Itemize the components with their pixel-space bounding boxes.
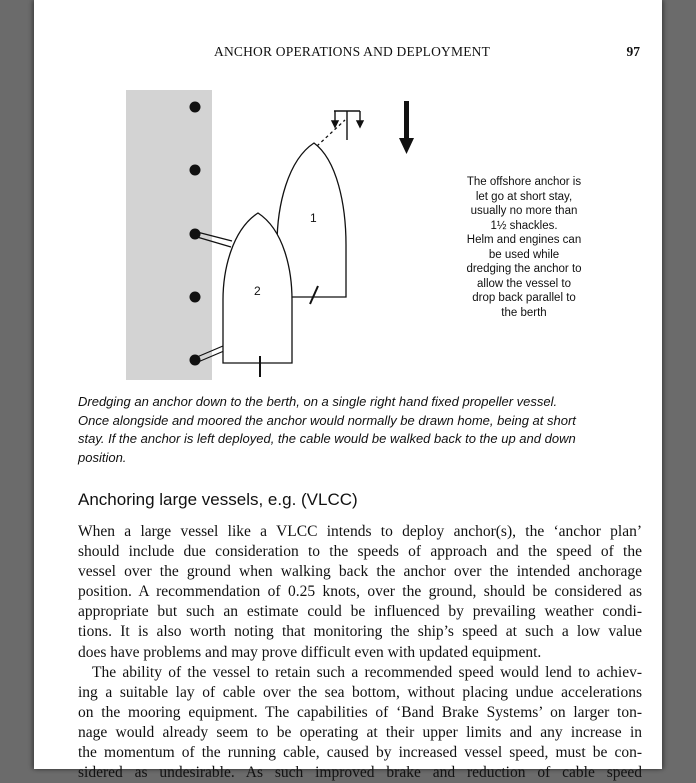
figure-note-line: 1½ shackles. <box>490 219 558 232</box>
vessel-2-label: 2 <box>254 284 261 298</box>
figure-note-line: dredging the anchor to <box>466 263 582 275</box>
figure-note-line: drop back parallel to <box>472 292 576 304</box>
caption-line: position. <box>78 449 127 465</box>
text-line: When a large vessel like a VLCC intends to deploy anchor(s), the ‘anchor plan’ <box>78 523 642 540</box>
text-line: the momentum of the running cable, caused by increased vessel speed, must be con- <box>78 744 642 762</box>
text-line: sidered as undesirable. As such improved brake and reduction of cable speed <box>78 764 642 782</box>
figure-note-line: let go at short stay, <box>475 190 573 203</box>
paragraph-2 <box>78 663 642 783</box>
section-heading: Anchoring large vessels, e.g. (VLCC) <box>78 490 358 509</box>
text-line: position. A recommendation of 0.25 knots, over the ground, should be considered as <box>78 583 642 601</box>
anchor-cable <box>317 120 345 146</box>
figure-note-line: allow the vessel to <box>477 277 571 290</box>
book-page <box>34 0 662 782</box>
figure-note-line: the berth <box>501 306 547 319</box>
figure-note <box>454 175 594 320</box>
figure-note-line: Helm and engines can <box>466 234 582 246</box>
bollard-2 <box>190 165 201 176</box>
caption-line: stay. If the anchor is left deployed, the cable would be walked back to the up and down <box>78 431 576 446</box>
bollard-4 <box>190 292 201 303</box>
running-head: ANCHOR OPERATIONS AND DEPLOYMENT <box>214 44 491 59</box>
figure-note-line: be used while <box>488 248 560 261</box>
text-line: The ability of the vessel to retain such a recommended speed would lend to achiev- <box>92 663 642 681</box>
anchor-dredging-figure <box>34 0 662 390</box>
text-line: should include due consideration to the speeds of approach and the speed of the <box>78 543 642 561</box>
text-line: on the mooring equipment. The capabilities of ‘Band Brake Systems’ on larger ton- <box>78 703 642 721</box>
caption-line: Once alongside and moored the anchor would normally be drawn home, being at short <box>78 412 576 428</box>
figure-note-line: The offshore anchor is <box>466 176 582 188</box>
text-line: nage would already seem to be operating at their upper limits and any increase in <box>78 723 642 741</box>
current-arrow-icon <box>399 101 414 154</box>
text-line: ing a suitable lay of cable over the sea bottom, without placing undue accelerations <box>78 683 642 701</box>
caption-line: Dredging an anchor down to the berth, on a single right hand fixed propeller vessel. <box>78 394 558 409</box>
text-line: tions. It is also worth noting that monitoring the ship’s speed at such a low value <box>78 623 642 641</box>
anchor-icon <box>332 111 363 140</box>
text-line: appropriate but such an estimate could be influenced by prevailing weather condi- <box>78 603 642 621</box>
vessel-1-label: 1 <box>310 211 317 225</box>
page-number: 97 <box>626 44 640 59</box>
body-text <box>78 522 642 783</box>
text-line: does have problems and may prove difficult even with updated equipment. <box>78 643 542 661</box>
figure-note-line: usually no more than <box>470 205 578 217</box>
paragraph-1 <box>78 522 642 663</box>
bollard-1 <box>190 102 201 113</box>
text-line: vessel over the ground when walking back the anchor over the intended anchorage <box>78 563 642 581</box>
figure-caption <box>78 393 642 467</box>
